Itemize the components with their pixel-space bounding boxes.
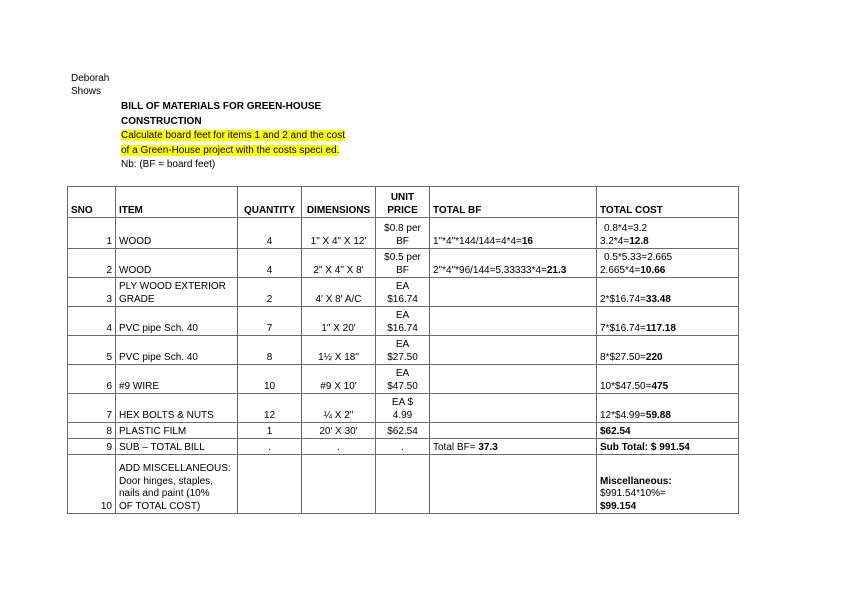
row-total-bf: Total BF= 37.3: [430, 439, 597, 455]
table-row: [68, 455, 739, 514]
row-item: [116, 439, 238, 455]
row-total-cost: [597, 278, 739, 307]
header-dimensions: DIMENSIONS: [302, 187, 376, 218]
header-quantity: QUANTITY: [238, 187, 302, 218]
row-total-bf: [430, 394, 597, 423]
row-total-cost: [597, 336, 739, 365]
row-unit-price: [376, 423, 430, 439]
row-cost-line: 3.2*4=12.8: [600, 235, 649, 247]
row-item-line: nails and paint (10%: [119, 488, 210, 499]
row-total-bf: [430, 336, 597, 365]
row-item-line: PLASTIC FILM: [119, 425, 187, 437]
row-price-line: $16.74: [387, 322, 418, 334]
row-total-cost: [597, 307, 739, 336]
row-price-line: .: [401, 441, 404, 453]
table-row: [68, 365, 739, 394]
row-cost-line: [600, 501, 735, 514]
table-row: [68, 439, 739, 455]
row-dimensions: 4' X 8' A/C: [302, 278, 376, 307]
row-total-bf: 1"*4"*144/144=4*4=16: [430, 218, 597, 249]
row-dimensions: 2" X 4" X 8': [302, 249, 376, 278]
row-price-line: $16.74: [387, 293, 418, 305]
row-cost-value: $62.54: [600, 425, 631, 437]
row-cost-line: 0.5*5.33=2.665: [604, 252, 673, 263]
row-total-bf: [430, 423, 597, 439]
row-price-line: $0.8 per: [384, 223, 421, 234]
row-quantity: 2: [238, 278, 302, 307]
row-cost-line: [600, 476, 735, 489]
table-row: [68, 394, 739, 423]
header-total-cost: TOTAL COST: [597, 187, 739, 218]
row-price-line: $27.50: [387, 351, 418, 363]
row-cost-line: 8*$27.50=220: [600, 351, 663, 363]
row-sno: 4: [68, 307, 116, 336]
row-unit-price: [376, 455, 430, 514]
table-row: [68, 307, 739, 336]
row-unit-price: [376, 307, 430, 336]
document-heading: [121, 100, 351, 173]
row-price-line: EA: [395, 281, 410, 292]
row-cost-line: 0.8*4=3.2: [604, 223, 648, 234]
row-unit-price: [376, 394, 430, 423]
row-cost-line: 7*$16.74=117.18: [600, 322, 676, 334]
row-cost-line: 2*$16.74=33.48: [600, 293, 671, 305]
row-total-cost: [597, 439, 739, 455]
row-dimensions: 1" X 20': [302, 307, 376, 336]
row-item: [116, 455, 238, 514]
row-price-line: $0.5 per: [384, 252, 421, 263]
header-sno: SNO: [68, 187, 116, 218]
row-total-bf: [430, 365, 597, 394]
table-row: [68, 249, 739, 278]
row-cost-line: 12*$4.99=59.88: [600, 409, 671, 421]
header-item: ITEM: [116, 187, 238, 218]
row-total-bf-value: 37.3: [478, 441, 498, 453]
row-dimensions: 1½ X 18": [302, 336, 376, 365]
row-sno: 5: [68, 336, 116, 365]
row-dimensions: [302, 455, 376, 514]
header-total-bf: TOTAL BF: [430, 187, 597, 218]
table-body: [68, 218, 739, 514]
row-cost-value: 10.66: [640, 264, 666, 276]
row-dimensions: 20' X 30': [302, 423, 376, 439]
row-total-bf: 2"*4"*96/144=5.33333*4=21.3: [430, 249, 597, 278]
row-cost-line: 2.665*4=10.66: [600, 264, 666, 276]
row-total-cost: [597, 394, 739, 423]
row-sno: 10: [68, 455, 116, 514]
row-item: [116, 336, 238, 365]
row-quantity: .: [238, 439, 302, 455]
row-total-cost: [597, 455, 739, 514]
row-cost-line: [600, 442, 735, 455]
row-cost-value: 59.88: [645, 409, 671, 421]
row-item-line: PVC pipe Sch. 40: [119, 351, 198, 363]
table-header-row: [68, 187, 739, 218]
row-quantity: 10: [238, 365, 302, 394]
row-item-line: PVC pipe Sch. 40: [119, 322, 198, 334]
instruction-line-2: of a Green-House project with the costs speci ed.: [121, 144, 340, 156]
row-price-line: EA: [395, 339, 410, 350]
row-unit-price: [376, 278, 430, 307]
row-price-line: BF: [396, 235, 409, 247]
row-item-line: Door hinges, staples,: [119, 475, 213, 487]
instruction-line-1: Calculate board feet for items 1 and 2 and the cost: [121, 130, 346, 141]
row-price-line: EA $: [391, 397, 414, 408]
bf-note: Nb: (BF = board feet): [121, 159, 216, 170]
row-total-bf-value: 16: [521, 235, 533, 247]
row-item-line: OF TOTAL COST): [119, 500, 201, 512]
row-item: [116, 394, 238, 423]
row-quantity: 7: [238, 307, 302, 336]
table-row: [68, 218, 739, 249]
row-price-line: 4.99: [392, 409, 413, 421]
row-sno: 6: [68, 365, 116, 394]
row-cost-line: [600, 426, 735, 439]
row-unit-price: [376, 439, 430, 455]
row-item: [116, 307, 238, 336]
row-quantity: 12: [238, 394, 302, 423]
row-item: [116, 218, 238, 249]
row-item: [116, 423, 238, 439]
row-sno: 3: [68, 278, 116, 307]
document-title: BILL OF MATERIALS FOR GREEN-HOUSE CONSTRUCTION: [121, 101, 322, 127]
row-cost-value: Miscellaneous:: [600, 475, 672, 487]
row-sno: 1: [68, 218, 116, 249]
row-dimensions: .: [302, 439, 376, 455]
table-row: [68, 423, 739, 439]
row-item-line: PLY WOOD EXTERIOR: [119, 281, 226, 292]
row-cost-value: 12.8: [629, 235, 649, 247]
row-price-line: BF: [396, 264, 409, 276]
row-total-bf-value: 21.3: [546, 264, 567, 276]
row-total-cost: [597, 218, 739, 249]
table-row: [68, 336, 739, 365]
row-dimensions: #9 X 10': [302, 365, 376, 394]
author-first-name: Deborah: [71, 73, 110, 84]
row-quantity: 1: [238, 423, 302, 439]
row-item-line: WOOD: [119, 235, 152, 247]
row-total-cost: [597, 249, 739, 278]
row-quantity: [238, 455, 302, 514]
row-sno: 8: [68, 423, 116, 439]
row-sno: 9: [68, 439, 116, 455]
row-unit-price: [376, 249, 430, 278]
row-cost-value: 475: [651, 380, 669, 392]
row-total-cost: [597, 423, 739, 439]
author-last-name: Shows: [71, 86, 102, 97]
row-price-line: EA: [395, 310, 410, 321]
row-price-line: $62.54: [387, 425, 418, 437]
row-item-line: WOOD: [119, 264, 152, 276]
row-total-cost: [597, 365, 739, 394]
row-cost-value: $99.154: [600, 500, 637, 512]
author-name: [71, 72, 131, 98]
row-total-bf: [430, 307, 597, 336]
row-item-line: #9 WIRE: [119, 380, 160, 392]
row-unit-price: [376, 365, 430, 394]
row-item-line: ADD MISCELLANEOUS:: [119, 463, 231, 474]
row-item-line: HEX BOLTS & NUTS: [119, 409, 214, 421]
row-dimensions: ¼ X 2": [302, 394, 376, 423]
row-quantity: 4: [238, 249, 302, 278]
row-sno: 2: [68, 249, 116, 278]
row-sno: 7: [68, 394, 116, 423]
row-dimensions: 1" X 4" X 12': [302, 218, 376, 249]
row-unit-price: [376, 218, 430, 249]
row-cost-line: 10*$47.50=475: [600, 380, 669, 392]
table-row: [68, 278, 739, 307]
bill-of-materials-table: [67, 186, 739, 514]
row-item-line: GRADE: [119, 293, 155, 305]
row-cost-value: 117.18: [645, 322, 676, 334]
row-total-bf: [430, 455, 597, 514]
row-unit-price: [376, 336, 430, 365]
row-item: [116, 249, 238, 278]
row-cost-line: $991.54*10%=: [600, 488, 666, 499]
row-price-line: EA: [395, 368, 410, 379]
row-quantity: 4: [238, 218, 302, 249]
row-total-bf: [430, 278, 597, 307]
row-item: [116, 365, 238, 394]
row-cost-value: Sub Total: $ 991.54: [600, 441, 690, 453]
row-item: [116, 278, 238, 307]
row-cost-value: 33.48: [645, 293, 671, 305]
header-unit-price: UNIT PRICE: [376, 187, 430, 218]
row-price-line: $47.50: [387, 380, 418, 392]
row-item-line: SUB – TOTAL BILL: [119, 441, 205, 453]
row-quantity: 8: [238, 336, 302, 365]
row-cost-value: 220: [645, 351, 663, 363]
